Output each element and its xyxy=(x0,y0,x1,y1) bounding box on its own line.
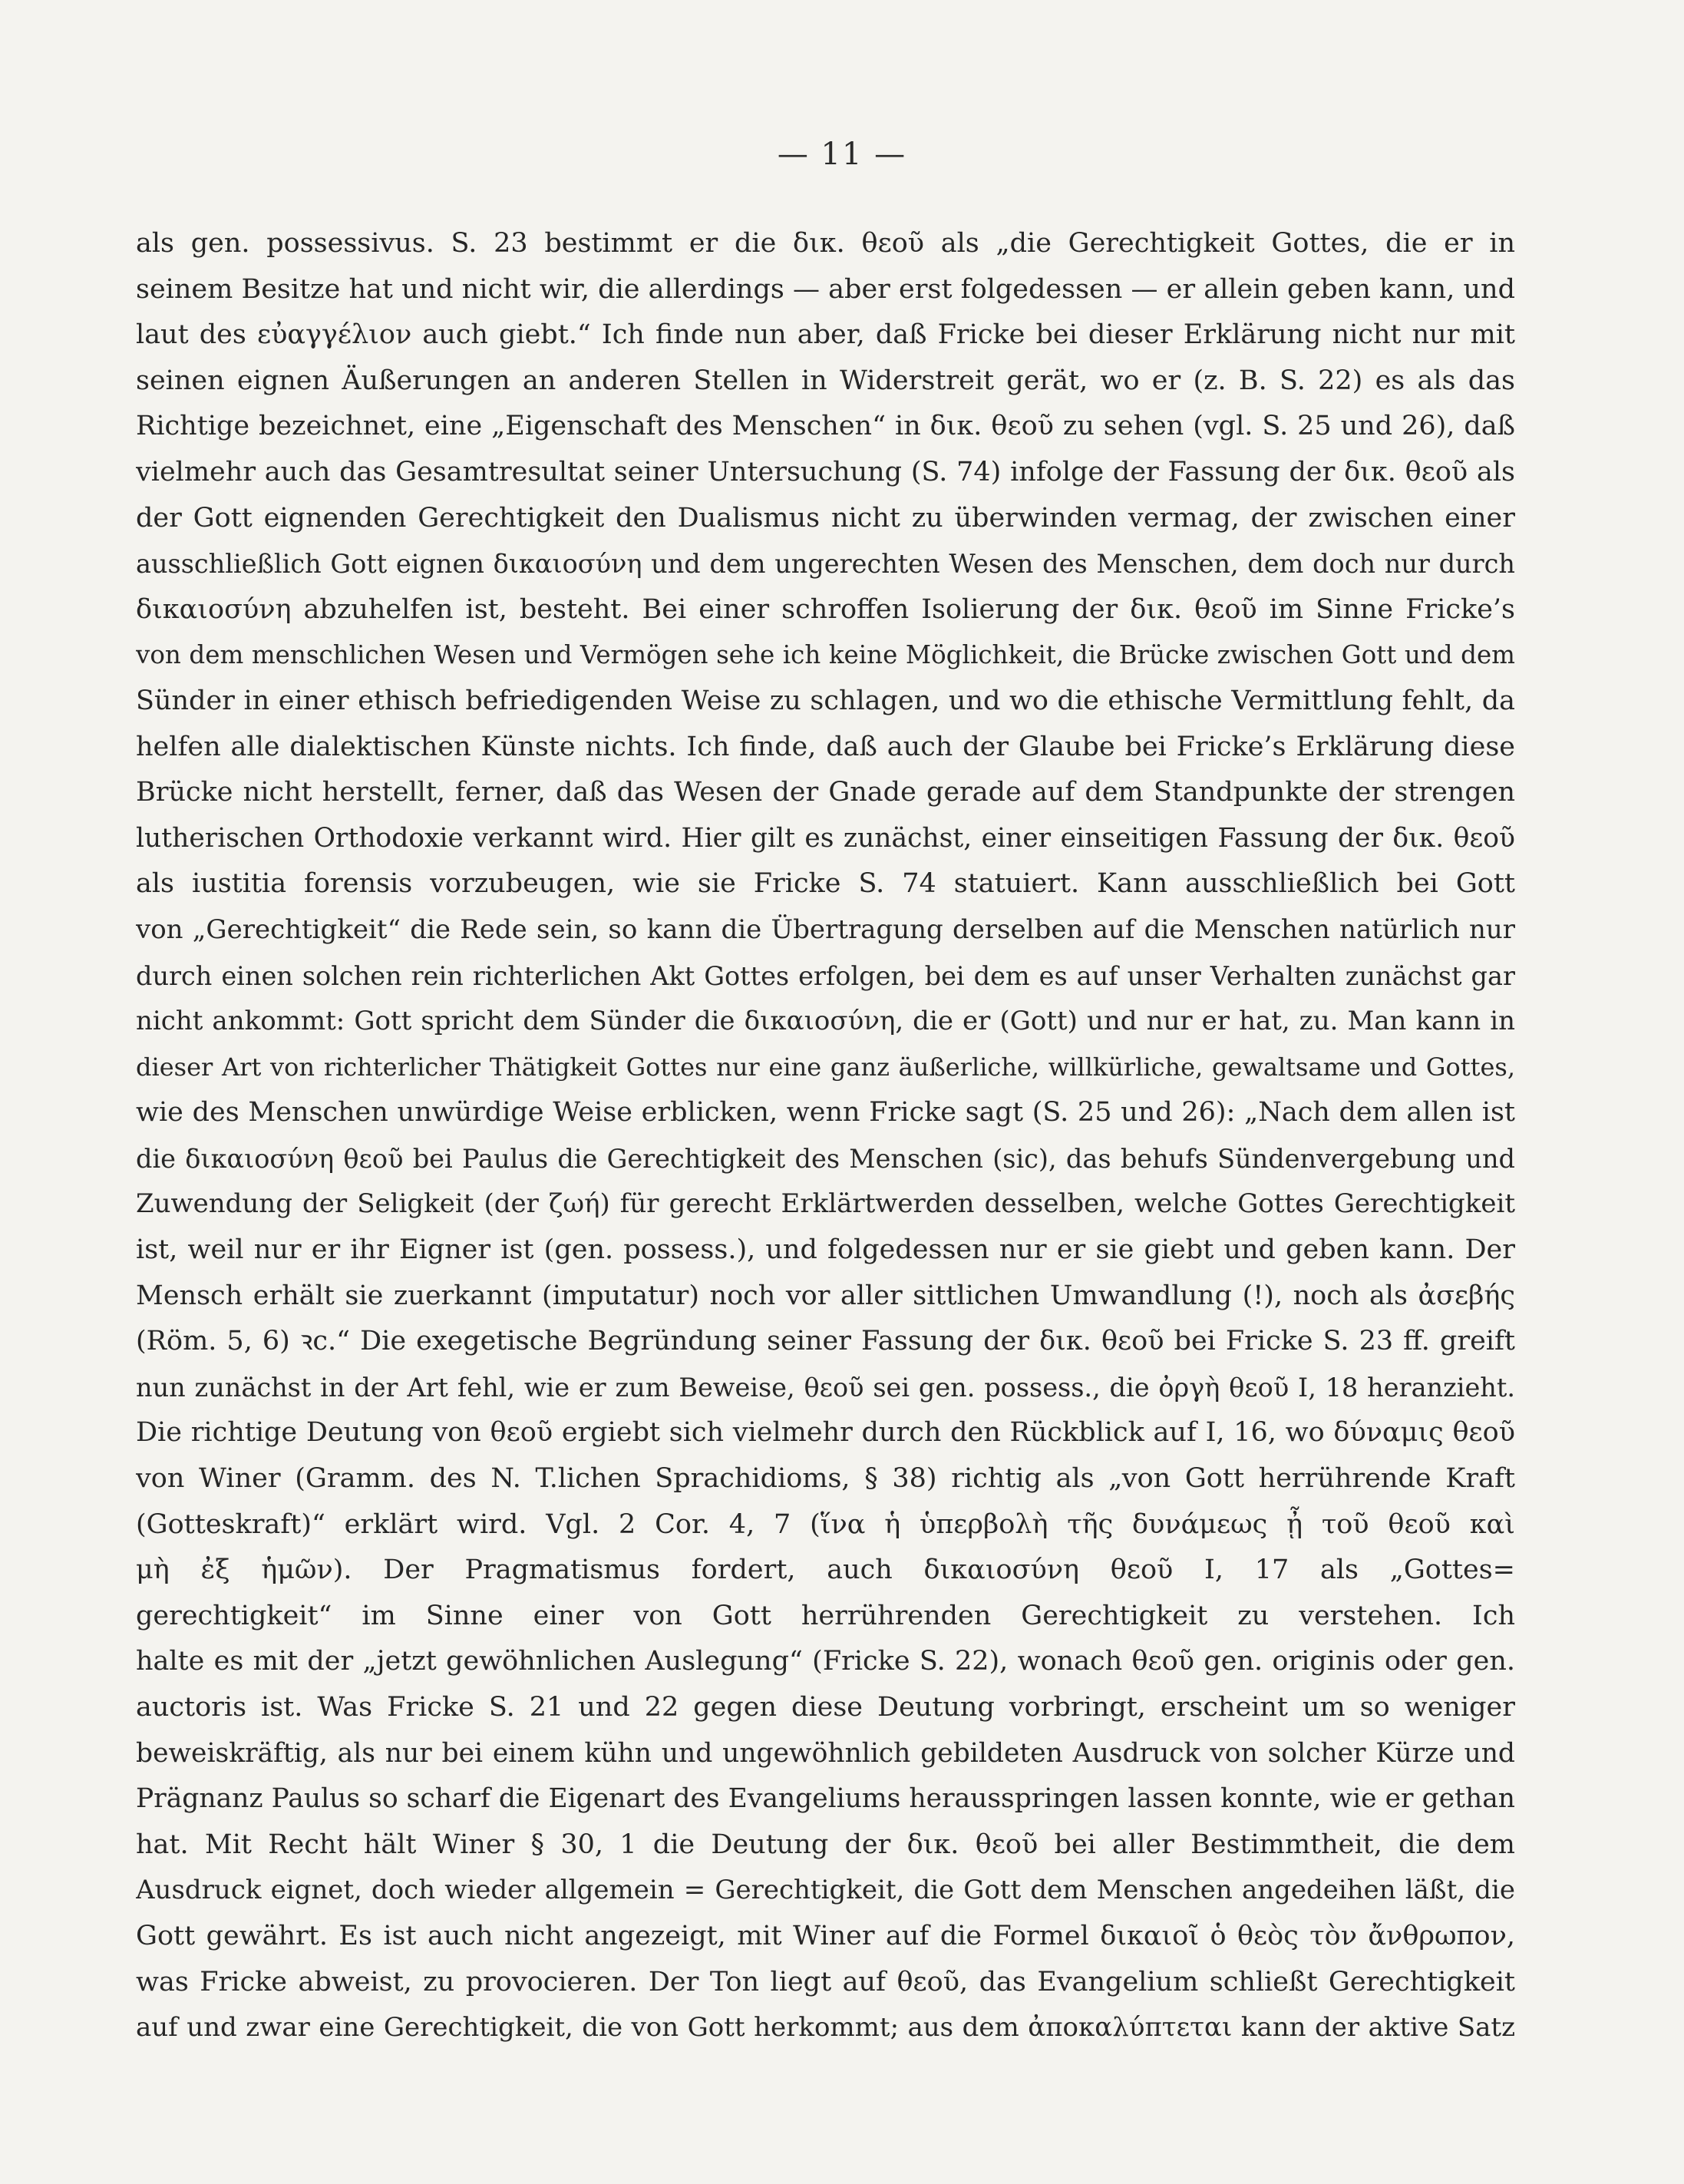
text-line: ist, weil nur er ihr Eigner ist (gen. possess.), und folgedessen nur er sie giebt und geben kann. Der xyxy=(136,1234,1515,1266)
text-line: δικαιοσύνη abzuhelfen ist, besteht. Bei einer schroffen Isolierung der δικ. θεοῦ im Sinne Fricke’s xyxy=(136,593,1515,625)
text-line: Brücke nicht herstellt, ferner, daß das Wesen der Gnade gerade auf dem Standpunkte der strengen xyxy=(136,777,1515,808)
text-line: beweiskräftig, als nur bei einem kühn und ungewöhnlich gebildeten Ausdruck von solcher Kürze und xyxy=(136,1737,1515,1769)
text-line: als gen. possessivus. S. 23 bestimmt er die δικ. θεοῦ als „die Gerechtigkeit Gottes, die er in xyxy=(136,228,1515,259)
text-line: hat. Mit Recht hält Winer § 30, 1 die Deutung der δικ. θεοῦ bei aller Bestimmtheit, die dem xyxy=(136,1829,1515,1860)
text-line: durch einen solchen rein richterlichen Akt Gottes erfolgen, bei dem es auf unser Verhalten zunächst gar xyxy=(136,960,1515,991)
text-line: Die richtige Deutung von θεοῦ ergiebt sich vielmehr durch den Rückblick auf I, 16, wo δύναμις θεοῦ xyxy=(136,1417,1515,1449)
text-line: dieser Art von richterlicher Thätigkeit Gottes nur eine ganz äußerliche, willkürliche, gewaltsame und Gottes, xyxy=(136,1052,1515,1082)
text-line: von „Gerechtigkeit“ die Rede sein, so kann die Übertragung derselben auf die Menschen natürlich nur xyxy=(136,914,1515,945)
text-line: auf und zwar eine Gerechtigkeit, die von Gott herkommt; aus dem ἀποκαλύπτεται kann der aktive Satz xyxy=(136,2012,1515,2044)
text-line: von dem menschlichen Wesen und Vermögen sehe ich keine Möglichkeit, die Brücke zwischen Gott und dem xyxy=(136,640,1515,670)
text-line: die δικαιοσύνη θεοῦ bei Paulus die Gerechtigkeit des Menschen (sic), das behufs Sündenvergebung und xyxy=(136,1143,1515,1174)
text-line: μὴ ἐξ ἡμῶν). Der Pragmatismus fordert, auch δικαιοσύνη θεοῦ I, 17 als „Gottes= xyxy=(136,1555,1515,1586)
text-line: Ausdruck eignet, doch wieder allgemein = Gerechtigkeit, die Gott dem Menschen angedeihen läßt, die xyxy=(136,1875,1515,1906)
text-line: Gott gewährt. Es ist auch nicht angezeigt, mit Winer auf die Formel δικαιοῖ ὁ θεὸς τὸν ἄνθρωπον, xyxy=(136,1920,1515,1951)
text-line: als iustitia forensis vorzubeugen, wie sie Fricke S. 74 statuiert. Kann ausschließlich bei Gott xyxy=(136,868,1515,900)
text-line: vielmehr auch das Gesamtresultat seiner Untersuchung (S. 74) infolge der Fassung der δικ. θεοῦ als xyxy=(136,456,1515,487)
text-line: (Gotteskraft)“ erklärt wird. Vgl. 2 Cor. 4, 7 (ἵνα ἡ ὑπερβολὴ τῆς δυνάμεως ᾖ τοῦ θεοῦ καὶ xyxy=(136,1508,1515,1540)
text-line: der Gott eignenden Gerechtigkeit den Dualismus nicht zu überwinden vermag, der zwischen einer xyxy=(136,502,1515,534)
text-line: lutherischen Orthodoxie verkannt wird. Hier gilt es zunächst, einer einseitigen Fassung der δικ. θεοῦ xyxy=(136,822,1515,854)
text-line: Richtige bezeichnet, eine „Eigenschaft des Menschen“ in δικ. θεοῦ zu sehen (vgl. S. 25 und 26), daß xyxy=(136,411,1515,442)
body-text xyxy=(136,221,1515,2051)
text-line: Sünder in einer ethisch befriedigenden Weise zu schlagen, und wo die ethische Vermittlung fehlt, da xyxy=(136,685,1515,716)
text-line: seinen eignen Äußerungen an anderen Stellen in Widerstreit gerät, wo er (z. B. S. 22) es als das xyxy=(136,365,1515,396)
page-number: — 11 — xyxy=(777,137,907,172)
text-line: halte es mit der „jetzt gewöhnlichen Auslegung“ (Fricke S. 22), wonach θεοῦ gen. originis oder gen. xyxy=(136,1646,1515,1677)
text-line: laut des εὐαγγέλιον auch giebt.“ Ich finde nun aber, daß Fricke bei dieser Erklärung nicht nur mit xyxy=(136,319,1515,351)
text-line: (Röm. 5, 6) ꝛc.“ Die exegetische Begründung seiner Fassung der δικ. θεοῦ bei Fricke S. 23 ff. greift xyxy=(136,1326,1515,1357)
text-line: auctoris ist. Was Fricke S. 21 und 22 gegen diese Deutung vorbringt, erscheint um so weniger xyxy=(136,1692,1515,1723)
text-line: was Fricke abweist, zu provocieren. Der Ton liegt auf θεοῦ, das Evangelium schließt Gerechtigkeit xyxy=(136,1966,1515,1997)
text-line: helfen alle dialektischen Künste nichts. Ich finde, daß auch der Glaube bei Fricke’s Erklärung diese xyxy=(136,731,1515,762)
text-line: Zuwendung der Seligkeit (der ζωή) für gerecht Erklärtwerden desselben, welche Gottes Gerechtigkeit xyxy=(136,1188,1515,1220)
text-line: wie des Menschen unwürdige Weise erblicken, wenn Fricke sagt (S. 25 und 26): „Nach dem allen ist xyxy=(136,1097,1515,1128)
text-line: nicht ankommt: Gott spricht dem Sünder die δικαιοσύνη, die er (Gott) und nur er hat, zu. Man kann in xyxy=(136,1006,1515,1037)
text-line: gerechtigkeit“ im Sinne einer von Gott herrührenden Gerechtigkeit zu verstehen. Ich xyxy=(136,1600,1515,1631)
text-line: von Winer (Gramm. des N. T.lichen Sprachidioms, § 38) richtig als „von Gott herrührende Kraft xyxy=(136,1463,1515,1495)
text-line: ausschließlich Gott eignen δικαιοσύνη und dem ungerechten Wesen des Menschen, dem doch nur durch xyxy=(136,549,1515,580)
text-line: seinem Besitze hat und nicht wir, die allerdings — aber erst folgedessen — er allein geben kann, und xyxy=(136,273,1515,305)
text-line: Mensch erhält sie zuerkannt (imputatur) noch vor aller sittlichen Umwandlung (!), noch als ἀσεβής xyxy=(136,1280,1515,1311)
text-line: nun zunächst in der Art fehl, wie er zum Beweise, θεοῦ sei gen. possess., die ὀργὴ θεοῦ I, 18 heranzieht. xyxy=(136,1372,1515,1403)
text-line: Prägnanz Paulus so scharf die Eigenart des Evangeliums herausspringen lassen konnte, wie er gethan xyxy=(136,1783,1515,1815)
